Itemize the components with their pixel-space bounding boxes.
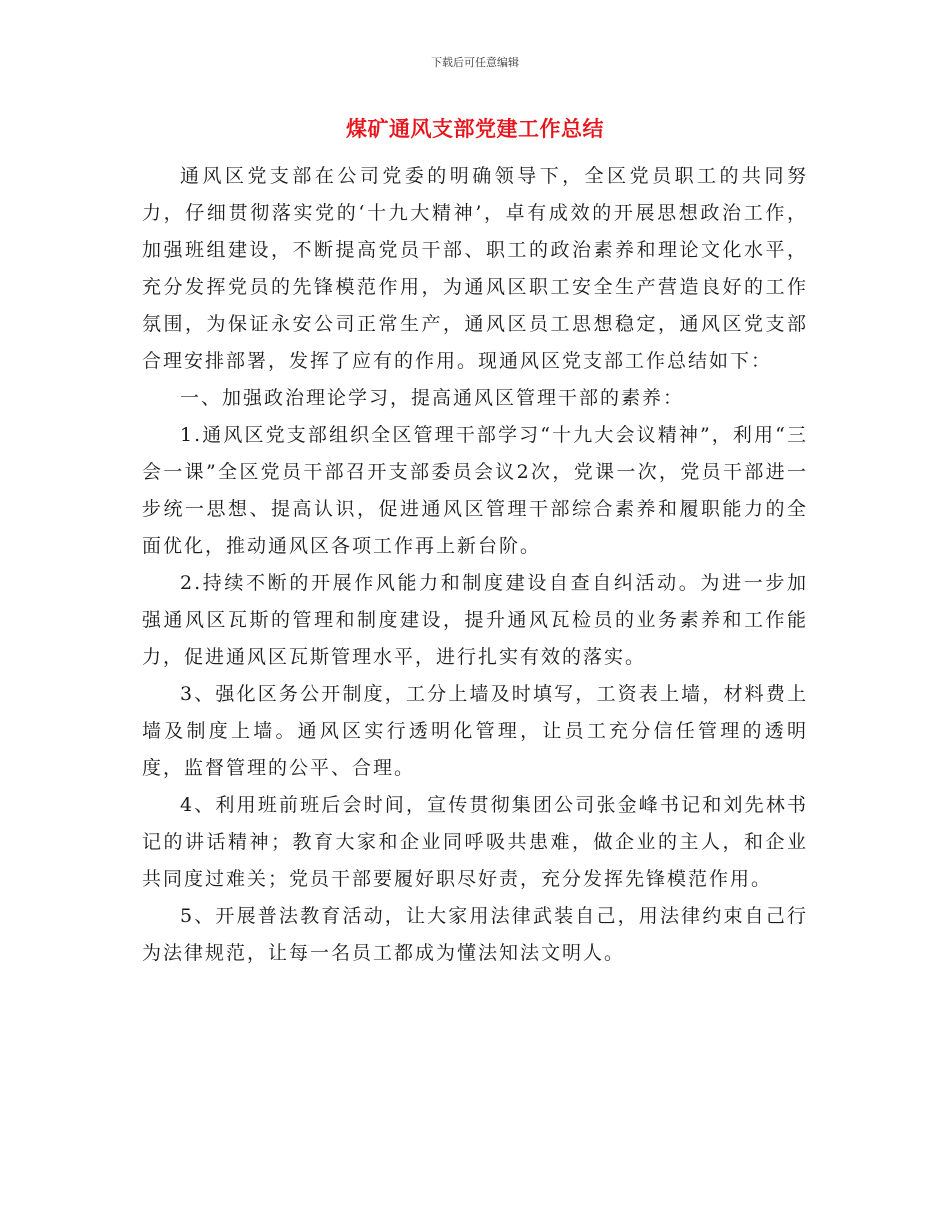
paragraph-item-3: 3、强化区务公开制度，工分上墙及时填写，工资表上墙，材料费上墙及制度上墙。通风区实行透明化管理，让员工充分信任管理的透明度，监督管理的公平、合理。 xyxy=(142,683,808,779)
paragraph-item-1: 1.通风区党支部组织全区管理干部学习“十九大会议精神”，利用“三会一课”全区党员干部召开支部委员会议2次，党课一次，党员干部进一步统一思想、提高认识，促进通风区管理干部综合素养和履职能力的全面优化，推动通风区各项工作再上新台阶。 xyxy=(142,424,808,557)
document-title: 煤矿通风支部党建工作总结 xyxy=(346,116,604,141)
paragraph-section-heading: 一、加强政治理论学习，提高通风区管理干部的素养： xyxy=(180,387,685,409)
header-note: 下载后可任意编辑 xyxy=(431,56,519,69)
paragraph-item-2: 2.持续不断的开展作风能力和制度建设自查自纠活动。为进一步加强通风区瓦斯的管理和制度建设，提升通风瓦检员的业务素养和工作能力，促进通风区瓦斯管理水平，进行扎实有效的落实。 xyxy=(142,572,808,668)
document-body xyxy=(142,158,808,972)
paragraph-item-5: 5、开展普法教育活动，让大家用法律武装自己，用法律约束自己行为法律规范，让每一名员工都成为懂法知法文明人。 xyxy=(142,905,808,964)
paragraph-intro: 通风区党支部在公司党委的明确领导下，全区党员职工的共同努力，仔细贯彻落实党的‘十九大精神’，卓有成效的开展思想政治工作，加强班组建设，不断提高党员干部、职工的政治素养和理论文化水平，充分发挥党员的先锋模范作用，为通风区职工安全生产营造良好的工作氛围，为保证永安公司正常生产，通风区员工思想稳定，通风区党支部合理安排部署，发挥了应有的作用。现通风区党支部工作总结如下： xyxy=(142,165,808,372)
paragraph-item-4: 4、利用班前班后会时间，宣传贯彻集团公司张金峰书记和刘先林书记的讲话精神；教育大家和企业同呼吸共患难，做企业的主人，和企业共同度过难关；党员干部要履好职尽好责，充分发挥先锋模范作用。 xyxy=(142,794,808,890)
